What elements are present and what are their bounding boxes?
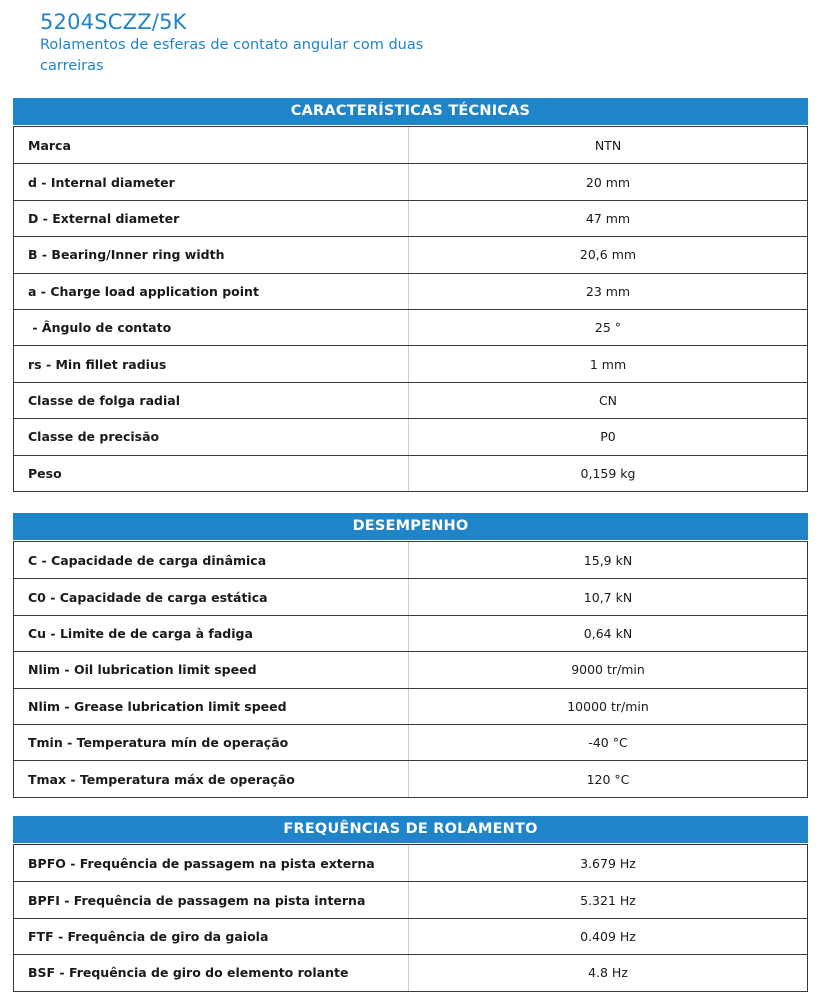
product-subtitle — [40, 35, 460, 77]
row-value: P0 — [408, 419, 807, 454]
frequencies-section — [13, 816, 808, 992]
row-value: 5.321 Hz — [408, 882, 807, 917]
table-row — [14, 651, 807, 687]
row-value: 20,6 mm — [408, 237, 807, 272]
row-value: 20 mm — [408, 164, 807, 199]
row-value: 3.679 Hz — [408, 845, 807, 881]
technical-table — [13, 126, 808, 492]
technical-section-heading: CARACTERÍSTICAS TÉCNICAS — [13, 98, 808, 125]
row-label: Cu - Limite de de carga à fadiga — [28, 625, 253, 641]
table-row — [14, 345, 807, 381]
row-value: 0,159 kg — [408, 456, 807, 491]
row-label: BPFO - Frequência de passagem na pista externa — [28, 855, 375, 871]
table-row — [14, 455, 807, 491]
row-label: D - External diameter — [28, 210, 180, 226]
table-row — [14, 615, 807, 651]
table-row — [14, 418, 807, 454]
table-row — [14, 845, 807, 881]
row-label: BSF - Frequência de giro do elemento rolante — [28, 965, 349, 981]
row-value: 47 mm — [408, 201, 807, 236]
performance-section — [13, 513, 808, 798]
row-label: Tmin - Temperatura mín de operação — [28, 735, 289, 751]
row-value: 120 °C — [408, 761, 807, 796]
row-value: -40 °C — [408, 725, 807, 760]
table-row — [14, 273, 807, 309]
row-label: Classe de folga radial — [28, 392, 180, 408]
row-value: NTN — [408, 127, 807, 163]
row-value: 0.409 Hz — [408, 919, 807, 954]
product-subtitle-line1: Rolamentos de esferas de contato angular com duas — [40, 37, 424, 53]
row-label: C - Capacidade de carga dinâmica — [28, 552, 267, 568]
row-label: rs - Min fillet radius — [28, 356, 167, 372]
row-label: - Ângulo de contato — [28, 320, 172, 336]
row-value: 0,64 kN — [408, 616, 807, 651]
table-row — [14, 127, 807, 163]
frequencies-table — [13, 844, 808, 992]
table-row — [14, 760, 807, 796]
row-value: 23 mm — [408, 274, 807, 309]
table-row — [14, 881, 807, 917]
table-row — [14, 578, 807, 614]
row-value: 10,7 kN — [408, 579, 807, 614]
technical-section — [13, 98, 808, 492]
row-label: BPFI - Frequência de passagem na pista interna — [28, 892, 366, 908]
table-row — [14, 542, 807, 578]
row-value: 15,9 kN — [408, 542, 807, 578]
product-subtitle-line2: carreiras — [40, 58, 104, 74]
row-value: CN — [408, 383, 807, 418]
row-label: Nlim - Grease lubrication limit speed — [28, 698, 287, 714]
performance-table — [13, 541, 808, 798]
row-label: Nlim - Oil lubrication limit speed — [28, 662, 257, 678]
row-value: 10000 tr/min — [408, 689, 807, 724]
product-header — [40, 9, 460, 77]
row-value: 1 mm — [408, 346, 807, 381]
table-row — [14, 309, 807, 345]
table-row — [14, 724, 807, 760]
row-label: d - Internal diameter — [28, 174, 175, 190]
table-row — [14, 382, 807, 418]
row-value: 4.8 Hz — [408, 955, 807, 990]
row-label: Marca — [28, 137, 71, 153]
table-row — [14, 236, 807, 272]
row-label: FTF - Frequência de giro da gaiola — [28, 928, 269, 944]
row-label: Peso — [28, 465, 62, 481]
frequencies-section-heading: FREQUÊNCIAS DE ROLAMENTO — [13, 816, 808, 843]
performance-section-heading: DESEMPENHO — [13, 513, 808, 540]
row-label: C0 - Capacidade de carga estática — [28, 589, 268, 605]
table-row — [14, 163, 807, 199]
row-label: B - Bearing/Inner ring width — [28, 247, 225, 263]
row-value: 9000 tr/min — [408, 652, 807, 687]
table-row — [14, 200, 807, 236]
row-label: Tmax - Temperatura máx de operação — [28, 771, 295, 787]
table-row — [14, 954, 807, 990]
product-title: 5204SCZZ/5K — [40, 10, 187, 34]
table-row — [14, 688, 807, 724]
table-row — [14, 918, 807, 954]
row-label: Classe de precisão — [28, 429, 160, 445]
row-value: 25 ° — [408, 310, 807, 345]
row-label: a - Charge load application point — [28, 283, 259, 299]
